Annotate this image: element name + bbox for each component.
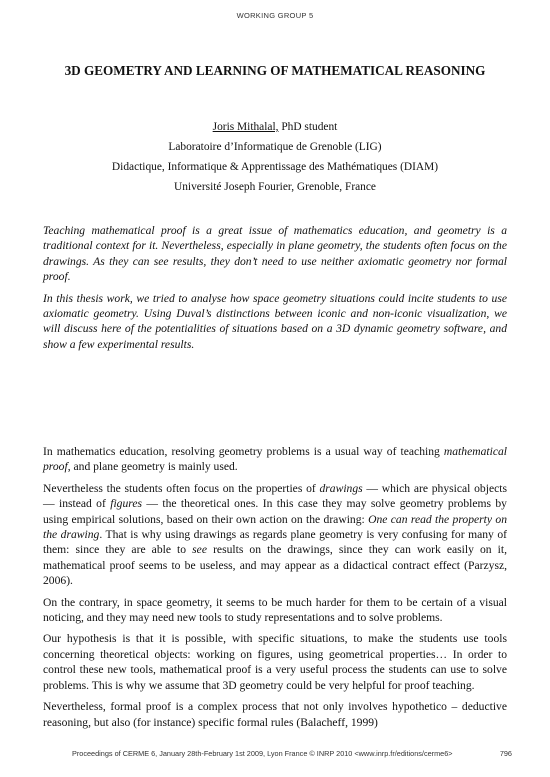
page-number: 796 — [499, 749, 512, 758]
body-paragraph-3: On the contrary, in space geometry, it seems to be much harder for them to be certain of a visual noticing, and they may need new tools to study representations and to solve problems. — [43, 595, 507, 625]
affiliation-university: Université Joseph Fourier, Grenoble, France — [174, 181, 376, 193]
paper-title: 3D GEOMETRY AND LEARNING OF MATHEMATICAL REASONING — [64, 63, 486, 78]
footer-citation: Proceedings of CERME 6, January 28th-February 1st 2009, Lyon France © INRP 2010 <www.inrp.fr/editions/cerme6> — [72, 749, 453, 758]
text-run: — the theoretical ones. In this case they may solve geometry problems by using empirical solutions, based on their own action on the drawing: — [43, 497, 507, 526]
text-run: . That is why using drawings as regards plane geometry is very confusing for many of them: since they are able to — [43, 528, 507, 557]
body-paragraph-1 — [43, 444, 507, 475]
text-run: , and plane geometry is mainly used. — [67, 460, 238, 474]
abstract-paragraph-2: In this thesis work, we tried to analyse how space geometry situations could incite students to use axiomatic geometry. Using Duval’s distinctions between iconic and non-iconic visualization, we will discuss here of the potentialities of situations based on a 3D dynamic geometry software, and show a few experimental results. — [43, 291, 507, 351]
author-name: Joris Mithalal, — [212, 121, 279, 133]
abstract — [43, 223, 507, 352]
text-run: Nevertheless the students often focus on the properties of — [43, 481, 320, 495]
emphasis-text: mathematical proof — [43, 445, 507, 474]
body-paragraph-2 — [43, 481, 507, 589]
page-footer — [72, 749, 512, 758]
text-run: results on the drawings, since they can work easily on it, mathematical proof seems to be useless, and may appear as a didactical contract effect (Parzysz, 2006). — [43, 543, 507, 588]
body-paragraph-4: Our hypothesis is that it is possible, with specific situations, to make the students use tools concerning theoretical objects: working on figures, using geometrical properties… In order to control these new tools, mathematical proof is a very useful process the students can use to solve problems. This is why we assume that 3D geometry could be very helpful for proof teaching. — [43, 632, 507, 692]
author-line — [40, 117, 510, 137]
text-run: — which are physical objects — instead of — [43, 481, 507, 511]
emphasis-text: One can read the property on the drawing — [43, 512, 508, 542]
emphasis-text: figures — [110, 497, 142, 511]
author-block — [40, 117, 510, 197]
body-paragraph-5: Nevertheless, formal proof is a complex process that not only involves hypothetico – deductive reasoning, but also (for instance) specific formal rules (Balacheff, 1999) — [43, 700, 507, 729]
abstract-paragraph-1: Teaching mathematical proof is a great issue of mathematics education, and geometry is a traditional context for it. Nevertheless, especially in plane geometry, the students often focus on the drawings. As they can see results, they don’t need to use neither axiomatic geometry nor formal proof. — [43, 224, 507, 284]
emphasis-text: see — [192, 543, 207, 557]
affiliation-lig: Laboratoire d’Informatique de Grenoble (LIG) — [168, 141, 382, 153]
affiliation-diam: Didactique, Informatique & Apprentissage des Mathématiques (DIAM) — [111, 161, 439, 173]
running-head: WORKING GROUP 5 — [236, 11, 314, 20]
emphasis-text: drawings — [319, 481, 363, 495]
author-role: PhD student — [278, 121, 338, 133]
text-run: In mathematics education, resolving geometry problems is a usual way of teaching — [43, 445, 444, 458]
main-text — [43, 444, 507, 730]
